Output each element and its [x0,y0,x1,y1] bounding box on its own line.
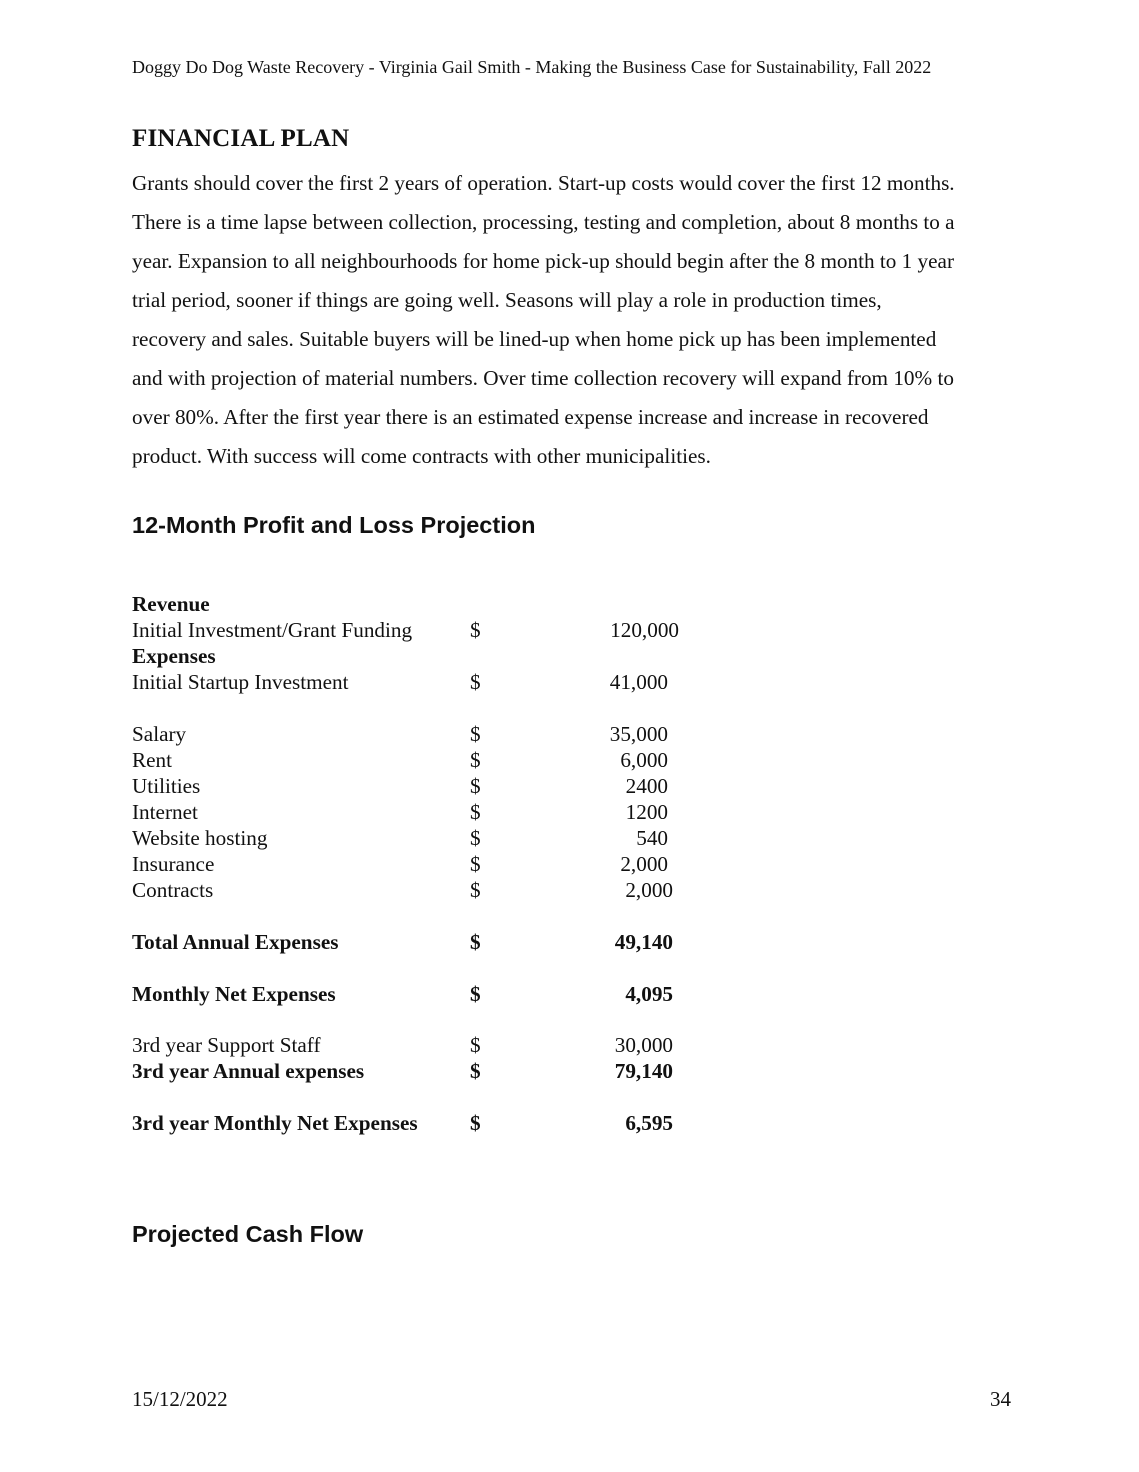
pl-row-total-annual-expenses [132,929,692,955]
pl-row-currency: $ [470,670,481,694]
financial-plan-title: FINANCIAL PLAN [132,125,350,152]
revenue-heading [132,591,692,617]
footer-page-number: 34 [990,1387,1011,1411]
pl-row-amount: 49,140 [614,930,673,954]
financial-plan-paragraph [132,164,1022,476]
pl-row-label: Insurance [132,852,215,876]
pl-row-amount: 35,000 [609,722,668,746]
pl-row-label: Rent [132,748,173,772]
pl-row-amount: 79,140 [614,1059,673,1083]
pl-row-amount: 41,000 [609,670,668,694]
pl-row-amount: 6,000 [620,748,668,772]
pl-row-3rd-year-support-staff [132,1032,692,1058]
pl-row-amount: 2400 [625,774,668,798]
pl-row-label: Salary [132,722,187,746]
pl-row-amount: 30,000 [614,1033,673,1057]
pl-row-amount: 1200 [625,800,668,824]
pl-row-3rd-year-monthly-net-expenses [132,1110,692,1136]
pl-row-amount: 540 [636,826,668,850]
pl-row-currency: $ [470,852,481,876]
pl-row-currency: $ [470,774,481,798]
footer-date: 15/12/2022 [132,1387,228,1411]
pl-row-monthly-net-expenses [132,981,692,1007]
pl-row-label: Monthly Net Expenses [132,982,336,1006]
paragraph-line: year. Expansion to all neighbourhoods for home pick-up should begin after the 8 month to 1 year [132,249,955,273]
cash-flow-title: Projected Cash Flow [132,1221,364,1247]
running-header: Doggy Do Dog Waste Recovery - Virginia Gail Smith - Making the Business Case for Sustainability, Fall 2022 [132,57,932,77]
pl-row-amount: 2,000 [620,852,668,876]
paragraph-line: Grants should cover the first 2 years of operation. Start-up costs would cover the first 12 months. [132,171,955,195]
paragraph-line: There is a time lapse between collection, processing, testing and completion, about 8 months to a [132,210,955,234]
paragraph-line: over 80%. After the first year there is an estimated expense increase and increase in recovered [132,405,929,429]
pl-row-label: Internet [132,800,198,824]
pl-row-internet [132,799,692,825]
pl-row-currency: $ [470,982,481,1006]
pl-row-label: 3rd year Support Staff [132,1033,321,1057]
expenses-heading [132,643,692,669]
pl-row-amount: 120,000 [610,618,679,642]
pl-row-currency: $ [470,1059,481,1083]
paragraph-line: recovery and sales. Suitable buyers will be lined-up when home pick up has been implemented [132,327,937,351]
pl-row-amount: 4,095 [625,982,673,1006]
pl-row-label: Contracts [132,878,214,902]
pl-row-amount: 2,000 [625,878,673,902]
pl-row-currency: $ [470,1033,481,1057]
pl-row-label: 3rd year Annual expenses [132,1059,365,1083]
pl-row-amount: 6,595 [625,1111,673,1135]
paragraph-line: product. With success will come contracts with other municipalities. [132,444,711,468]
pl-row-contracts [132,877,692,903]
pl-row-currency: $ [470,748,481,772]
pl-row-label: Initial Startup Investment [132,670,349,694]
pl-row-label: 3rd year Monthly Net Expenses [132,1111,418,1135]
revenue-heading-label: Revenue [132,592,210,616]
paragraph-line: trial period, sooner if things are going well. Seasons will play a role in production times, [132,288,882,312]
pl-row-currency: $ [470,618,481,642]
pl-row-label: Initial Investment/Grant Funding [132,618,413,642]
pl-row-currency: $ [470,878,481,902]
paragraph-line: and with projection of material numbers. Over time collection recovery will expand from 10% to [132,366,954,390]
pl-row-utilities [132,773,692,799]
pl-row-insurance [132,851,692,877]
pl-row-website-hosting [132,825,692,851]
pl-row-currency: $ [470,722,481,746]
pl-row-currency: $ [470,800,481,824]
pl-row-salary [132,721,692,747]
pl-row-rent [132,747,692,773]
pl-row-label: Total Annual Expenses [132,930,339,954]
pl-row-startup-investment [132,669,692,695]
pl-row-currency: $ [470,930,481,954]
pl-row-label: Utilities [132,774,201,798]
pl-row-currency: $ [470,1111,481,1135]
pl-row-3rd-year-annual-expenses [132,1058,692,1084]
pl-projection-title: 12-Month Profit and Loss Projection [132,512,536,538]
pl-row-grant-funding [132,617,692,643]
pl-row-label: Website hosting [132,826,268,850]
expenses-heading-label: Expenses [132,644,216,668]
pl-row-currency: $ [470,826,481,850]
